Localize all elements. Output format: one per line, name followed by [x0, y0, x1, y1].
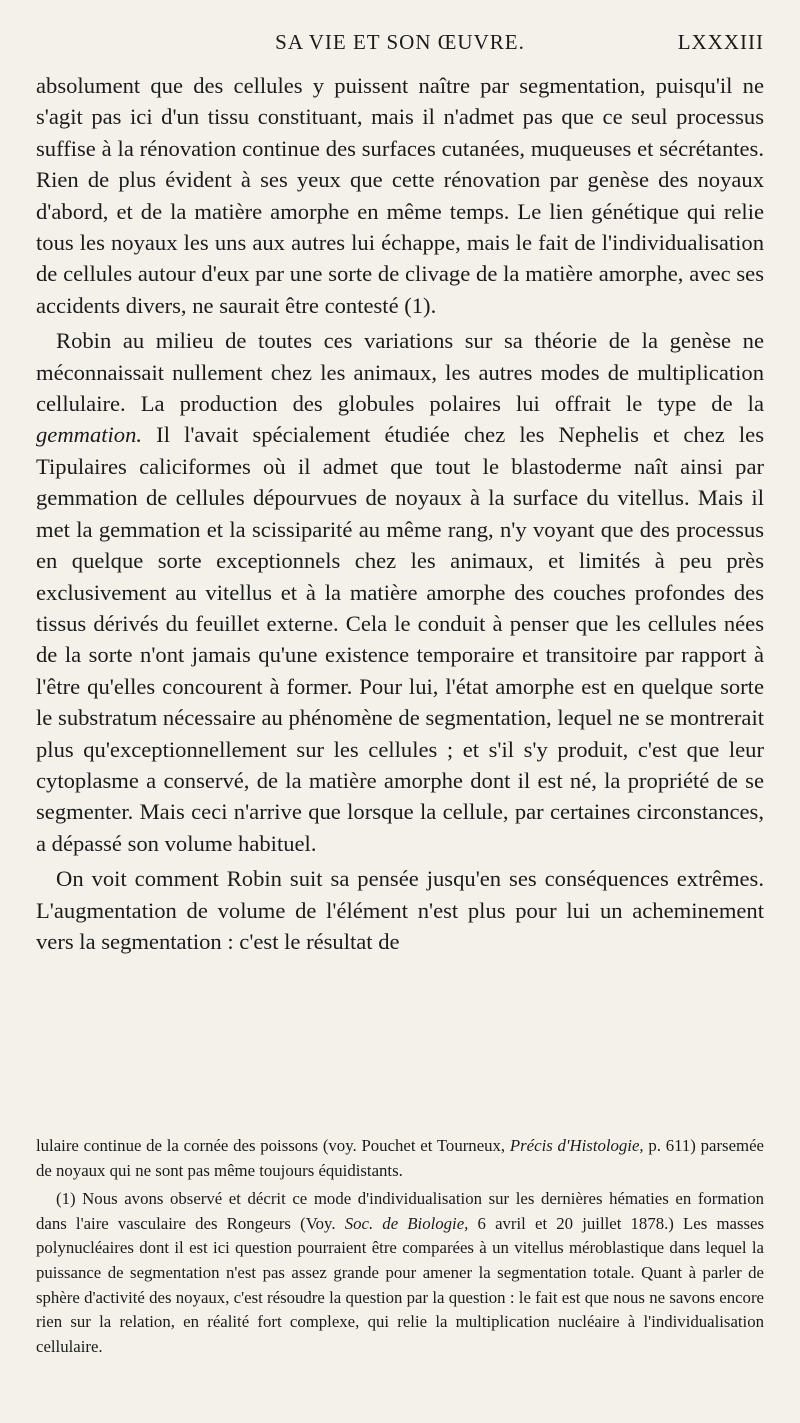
- paragraph-2: [36, 325, 764, 859]
- footnote-1-end: 6 avril et 20 juillet 1878.) Les masses polynucléaires dont il est ici question pourraient être comparées à un vitellus méroblastique dans lequel la puissance de segmentation n'est pas assez grande pour amener la segmentation totale. Quant à parler de sphère d'activité des noyaux, c'est résoudre la question par la question : le fait est que nous ne savons encore rien sur la relation, en réalité fort complexe, qui relie la multiplication nucléaire à l'individualisation cellulaire.: [36, 1213, 764, 1356]
- paragraph-1: [36, 70, 764, 321]
- footnote-continuation: [36, 1134, 764, 1183]
- page-number: LXXXIII: [677, 30, 764, 54]
- paragraph-3: [36, 863, 764, 957]
- paragraph-2-text-start: Robin au milieu de toutes ces variations sur sa théorie de la genèse ne méconnaissait nullement chez les animaux, les autres modes de multiplication cellulaire. La production des globules polaires lui offrait le type de la: [36, 328, 764, 417]
- page-header: [36, 30, 764, 64]
- paragraph-2-text-end: Il l'avait spécialement étudiée chez les Nephelis et chez les Tipulaires caliciformes où il admet que tout le blastoderme naît ainsi par gemmation de cellules dépourvues de noyaux à la surface du vitellus. Mais il met la gemmation et la scissiparité au même rang, n'y voyant que des processus en quelque sorte exceptionnels chez les animaux, et limités à peu près exclusivement au vitellus et à la matière amorphe des couches profondes des tissus dérivés du feuillet externe. Cela le conduit à penser que les cellules nées de la sorte n'ont jamais qu'une existence temporaire et transitoire par rapport à l'être qu'elles concourent à former. Pour lui, l'état amorphe est en quelque sorte le substratum nécessaire au phénomène de segmentation, lequel ne se montrerait plus qu'exceptionnellement sur les cellules ; et s'il s'y produit, c'est que leur cytoplasme a conservé, de la matière amorphe dont il est né, la propriété de se segmenter. Mais ceci n'arrive que lorsque la cellule, par certaines circonstances, a dépassé son volume habituel.: [36, 422, 764, 856]
- footnote-1-start: (1) Nous avons observé et décrit ce mode d'individualisation sur les dernières hématies en formation dans l'aire vasculaire des Rongeurs (Voy.: [36, 1189, 764, 1233]
- running-title: SA VIE ET SON ŒUVRE.: [275, 30, 525, 54]
- paragraph-1-text: absolument que des cellules y puissent naître par segmentation, puisqu'il ne s'agit pas ici d'un tissu constituant, mais il n'admet pas que ce seul processus suffise à la rénovation continue des surfaces cutanées, muqueuses et sécrétantes. Rien de plus évident à ses yeux que cette rénovation par genèse des noyaux d'abord, et de la matière amorphe en même temps. Le lien génétique qui relie tous les noyaux les uns aux autres lui échappe, mais le fait de l'individualisation de cellules autour d'eux par une sorte de clivage de la matière amorphe, avec ses accidents divers, ne saurait être contesté (1).: [36, 73, 764, 318]
- footnote-1-italic: Soc. de Biologie,: [344, 1213, 469, 1233]
- paragraph-2-italic-term: gemmation.: [36, 422, 143, 448]
- footnotes: [36, 1134, 764, 1359]
- main-text: [36, 70, 764, 957]
- paragraph-3-text: On voit comment Robin suit sa pensée jusqu'en ses conséquences extrêmes. L'augmentation de volume de l'élément n'est plus pour lui un acheminement vers la segmentation : c'est le résultat de: [36, 866, 764, 954]
- footnote-continuation-italic: Précis d'Histologie,: [509, 1136, 644, 1155]
- footnote-continuation-start: lulaire continue de la cornée des poissons (voy. Pouchet et Tourneux,: [36, 1136, 510, 1155]
- footnote-1: [36, 1187, 764, 1359]
- footnote-continuation-end: p. 611) parsemée de noyaux qui ne sont pas même toujours équidistants.: [36, 1136, 764, 1180]
